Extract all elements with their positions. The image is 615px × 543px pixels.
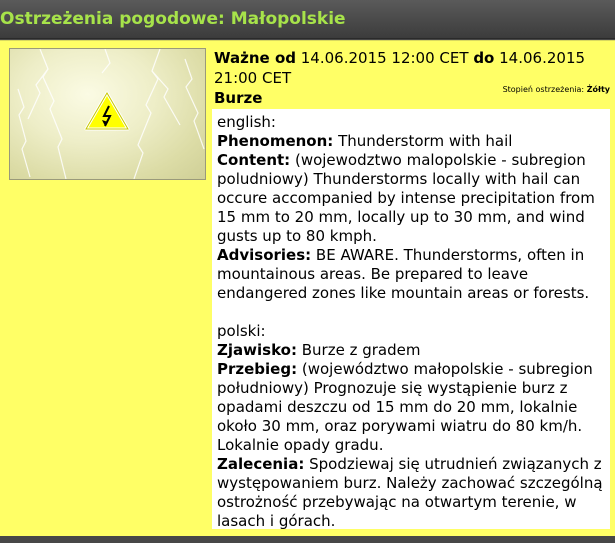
advisories-label: Advisories: (217, 246, 312, 264)
przebieg-label: Przebieg: (217, 360, 298, 378)
valid-to-label: do (473, 49, 495, 67)
zalecenia-label: Zalecenia: (217, 455, 305, 473)
warning-panel (0, 40, 615, 536)
phenomenon-label: Phenomenon: (217, 132, 334, 150)
advisories-paragraph (217, 246, 610, 303)
valid-from-label: Ważne od (214, 49, 296, 67)
validity-line (214, 48, 609, 88)
event-name: Burze (214, 89, 263, 107)
severity-label: Stopień ostrzeżenia: (502, 85, 585, 94)
zalecenia-paragraph (217, 455, 610, 529)
valid-from: 14.06.2015 12:00 CET (300, 49, 469, 67)
lightning-warning-icon (10, 49, 205, 179)
polski-section-label: polski: (217, 322, 266, 340)
warning-header (214, 48, 609, 108)
zalecenia-text: Spodziewaj się utrudnień związanych z występowaniem burz. Należy zachować szczególną ostrożność przebywając na otwartym terenie, w lasach i górach. (217, 455, 603, 529)
title-bar (0, 0, 615, 39)
przebieg-text: (województwo małopolskie - subregion południowy) Prognozuje się wystąpienie burz z opadami deszczu od 15 mm do 20 mm, lokalnie około 30 mm, oraz porywami wiatru do 80 km/h. Lokalnie opady gradu. (217, 360, 593, 454)
zjawisko-text: Burze z gradem (301, 341, 421, 359)
warning-thumbnail (9, 48, 206, 180)
zjawisko-label: Zjawisko: (217, 341, 297, 359)
warning-description (212, 109, 610, 529)
zjawisko-paragraph (217, 341, 610, 360)
section-divider (217, 303, 610, 322)
severity-level (503, 85, 610, 94)
phenomenon-paragraph (217, 132, 610, 151)
advisories-text: BE AWARE. Thunderstorms, often in mountainous areas. Be prepared to leave endangered zones like mountain areas or forests. (217, 246, 590, 302)
valid-to: 14.06.2015 21:00 CET (214, 49, 586, 87)
content-label: Content: (217, 151, 291, 169)
phenomenon-text: Thunderstorm with hail (338, 132, 513, 150)
severity-value: Żółty (586, 85, 610, 94)
przebieg-paragraph (217, 360, 610, 455)
content-paragraph (217, 151, 610, 246)
page-title: Ostrzeżenia pogodowe: Małopolskie (0, 9, 346, 29)
content-text: (wojewodztwo malopolskie - subregion poludniowy) Thunderstorms locally with hail can occure accompanied by intense precipitation from 15 mm to 20 mm, locally up to 30 mm, and wind gusts up to 80 kmph. (217, 151, 595, 245)
english-section-label: english: (217, 113, 276, 131)
